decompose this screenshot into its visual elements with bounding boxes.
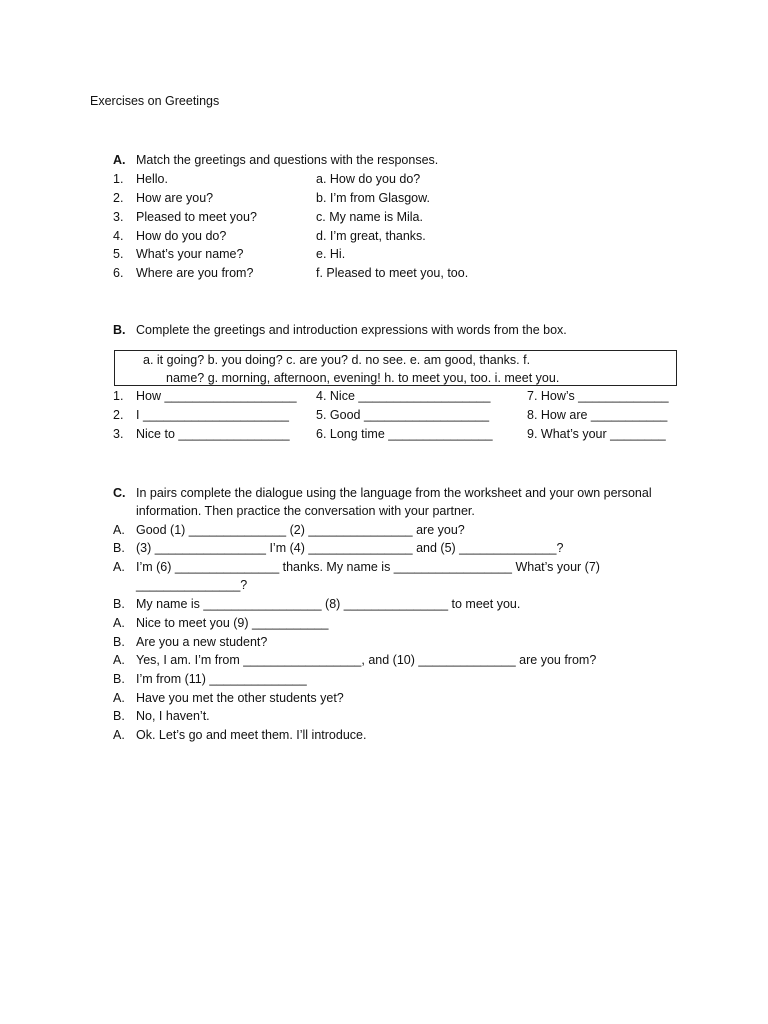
greeting-text: What’s your name? <box>136 247 244 261</box>
fill-blank-item[interactable]: 5. Good __________________ <box>316 408 490 422</box>
dialogue-text[interactable]: (3) ________________ I’m (4) _______________ and (5) ______________? <box>136 541 564 555</box>
section-b-label: B. <box>113 323 126 337</box>
speaker-label: B. <box>113 541 125 555</box>
word-box <box>114 350 677 386</box>
section-a-label: A. <box>113 153 126 167</box>
dialogue-text[interactable]: Yes, I am. I’m from _________________, and (10) ______________ are you from? <box>136 653 597 667</box>
word-box-line-1: a. it going? b. you doing? c. are you? d. no see. e. am good, thanks. f. <box>143 353 531 367</box>
speaker-label: A. <box>113 523 125 537</box>
page-title: Exercises on Greetings <box>90 94 220 108</box>
dialogue-text: Have you met the other students yet? <box>136 691 344 705</box>
fill-blank-item[interactable]: 4. Nice ___________________ <box>316 389 491 403</box>
fill-blank-item[interactable]: Nice to ________________ <box>136 427 290 441</box>
dialogue-text[interactable]: Nice to meet you (9) ___________ <box>136 616 329 630</box>
speaker-label: A. <box>113 728 125 742</box>
response-text: a. How do you do? <box>316 172 421 186</box>
fill-blank-item[interactable]: I _____________________ <box>136 408 289 422</box>
fill-blank-item[interactable]: 7. How’s _____________ <box>527 389 669 403</box>
item-number: 5. <box>113 247 124 261</box>
response-text: e. Hi. <box>316 247 346 261</box>
dialogue-text: No, I haven’t. <box>136 709 210 723</box>
dialogue-text[interactable]: I’m from (11) ______________ <box>136 672 307 686</box>
item-number: 2. <box>113 408 124 422</box>
speaker-label: B. <box>113 709 125 723</box>
fill-blank-item[interactable]: 8. How are ___________ <box>527 408 668 422</box>
speaker-label: A. <box>113 653 125 667</box>
speaker-label: A. <box>113 616 125 630</box>
fill-blank-item[interactable]: How ___________________ <box>136 389 297 403</box>
dialogue-text[interactable]: I’m (6) _______________ thanks. My name is _________________ What’s your (7) <box>136 560 600 574</box>
greeting-text: Hello. <box>136 172 168 186</box>
greeting-text: Pleased to meet you? <box>136 210 257 224</box>
item-number: 1. <box>113 389 124 403</box>
response-text: f. Pleased to meet you, too. <box>316 266 469 280</box>
dialogue-text[interactable]: _______________? <box>136 578 248 592</box>
response-text: c. My name is Mila. <box>316 210 423 224</box>
dialogue-text[interactable]: Good (1) ______________ (2) _______________ are you? <box>136 523 465 537</box>
speaker-label: A. <box>113 560 125 574</box>
response-text: b. I’m from Glasgow. <box>316 191 430 205</box>
greeting-text: How do you do? <box>136 229 227 243</box>
speaker-label: B. <box>113 597 125 611</box>
item-number: 2. <box>113 191 124 205</box>
dialogue-text: Ok. Let’s go and meet them. I’ll introduce. <box>136 728 367 742</box>
greeting-text: How are you? <box>136 191 214 205</box>
item-number: 3. <box>113 427 124 441</box>
dialogue-text: Are you a new student? <box>136 635 268 649</box>
item-number: 6. <box>113 266 124 280</box>
dialogue-text[interactable]: My name is _________________ (8) _______________ to meet you. <box>136 597 521 611</box>
section-a-instruction: Match the greetings and questions with the responses. <box>136 153 439 167</box>
item-number: 4. <box>113 229 124 243</box>
response-text: d. I’m great, thanks. <box>316 229 426 243</box>
section-c-instruction-1: In pairs complete the dialogue using the language from the worksheet and your own personal <box>136 486 652 500</box>
section-c-label: C. <box>113 486 126 500</box>
section-c-instruction-2: information. Then practice the conversation with your partner. <box>136 504 475 518</box>
fill-blank-item[interactable]: 6. Long time _______________ <box>316 427 493 441</box>
item-number: 3. <box>113 210 124 224</box>
speaker-label: B. <box>113 672 125 686</box>
word-box-line-2: name? g. morning, afternoon, evening! h. to meet you, too. i. meet you. <box>166 371 560 385</box>
speaker-label: B. <box>113 635 125 649</box>
fill-blank-item[interactable]: 9. What’s your ________ <box>527 427 666 441</box>
item-number: 1. <box>113 172 124 186</box>
greeting-text: Where are you from? <box>136 266 254 280</box>
section-b-instruction: Complete the greetings and introduction expressions with words from the box. <box>136 323 567 337</box>
speaker-label: A. <box>113 691 125 705</box>
